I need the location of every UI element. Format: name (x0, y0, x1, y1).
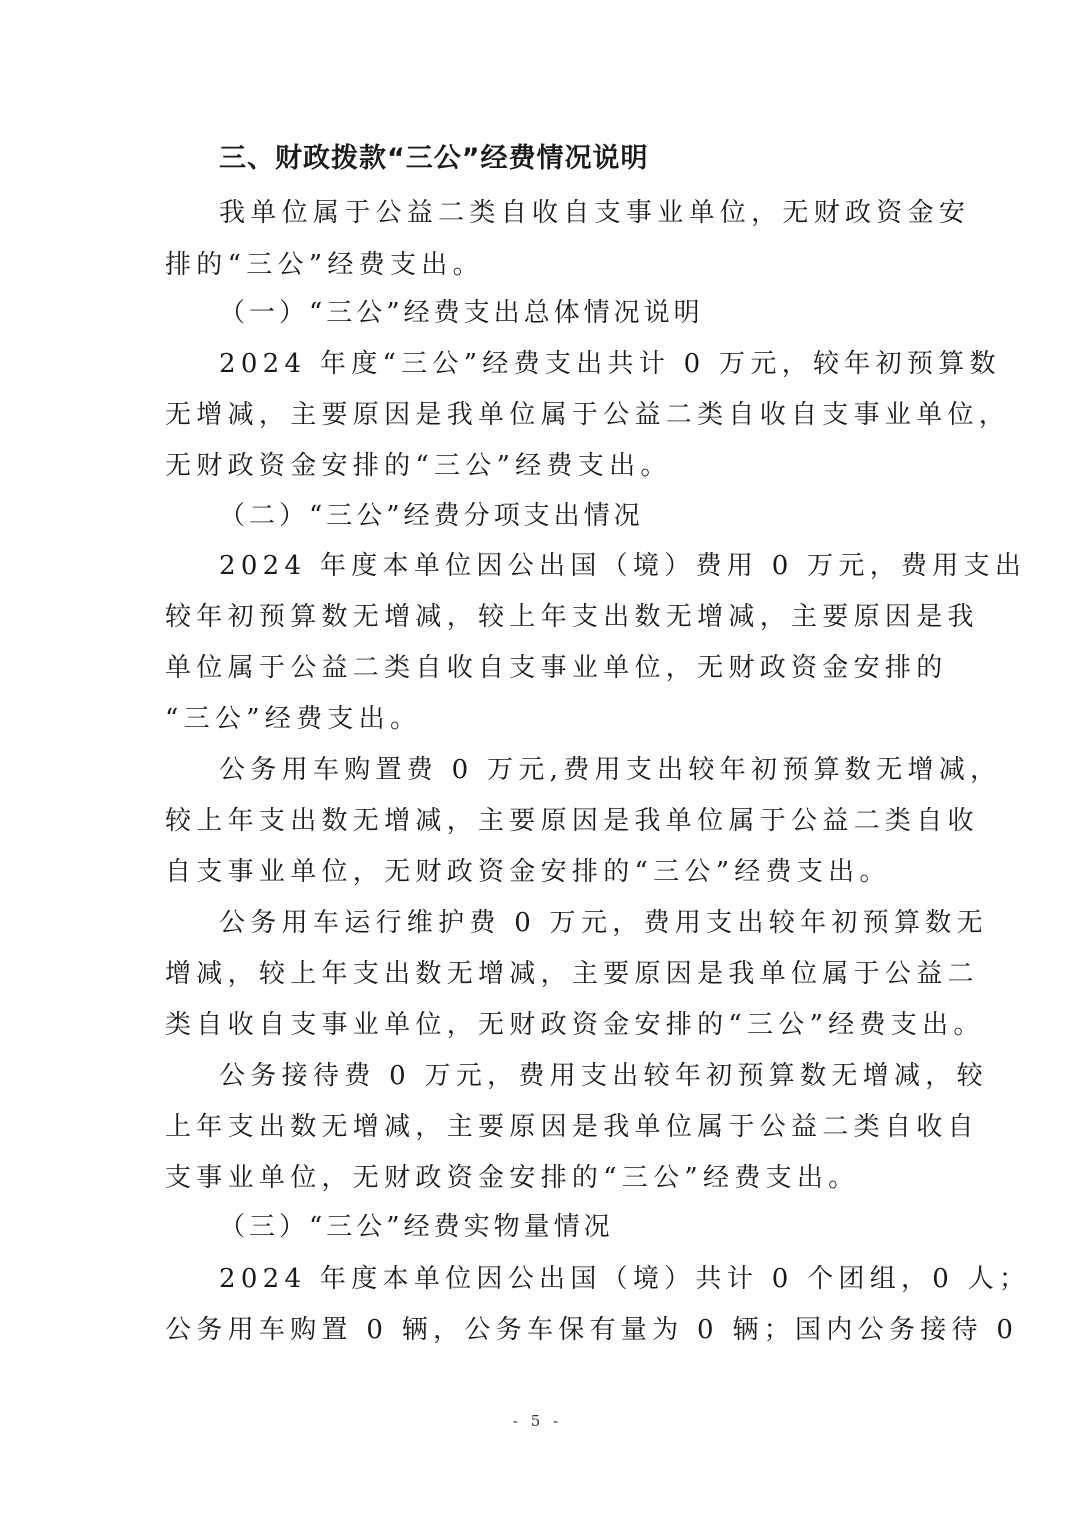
subsection-heading: （三）“三公”经费实物量情况 (219, 1212, 614, 1242)
paragraph-line: 无财政资金安排的“三公”经费支出。 (165, 451, 672, 481)
paragraph-line: 较上年支出数无增减，主要原因是我单位属于公益二类自收 (165, 806, 979, 836)
paragraph-line: 增减，较上年支出数无增减，主要原因是我单位属于公益二 (165, 959, 979, 989)
paragraph-line: 上年支出数无增减，主要原因是我单位属于公益二类自收自 (165, 1112, 979, 1142)
paragraph-line: 2024 年度本单位因公出国（境）费用 0 万元，费用支出 (219, 551, 1027, 581)
paragraph-line: 公务接待费 0 万元，费用支出较年初预算数无增减，较 (219, 1061, 988, 1091)
paragraph-line: “三公”经费支出。 (165, 704, 422, 734)
paragraph-line: 无增减，主要原因是我单位属于公益二类自收自支事业单位， (165, 400, 1011, 430)
subsection-heading: （二）“三公”经费分项支出情况 (219, 501, 644, 531)
paragraph-line: 2024 年度“三公”经费支出共计 0 万元，较年初预算数 (219, 349, 1001, 379)
paragraph-line: 类自收自支事业单位，无财政资金安排的“三公”经费支出。 (165, 1010, 985, 1040)
paragraph-line: 我单位属于公益二类自收自支事业单位，无财政资金安 (219, 198, 971, 228)
page-number: - 5 - (512, 1412, 563, 1430)
paragraph-line: 支事业单位，无财政资金安排的“三公”经费支出。 (165, 1163, 860, 1193)
paragraph-line: 单位属于公益二类自收自支事业单位，无财政资金安排的 (165, 653, 948, 683)
paragraph-line: 排的“三公”经费支出。 (165, 250, 484, 280)
section-heading: 三、财政拨款“三公”经费情况说明 (219, 143, 649, 174)
paragraph-line: 自支事业单位，无财政资金安排的“三公”经费支出。 (165, 857, 891, 887)
paragraph-line: 公务用车运行维护费 0 万元，费用支出较年初预算数无 (219, 908, 988, 938)
paragraph-line: 公务用车购置 0 辆，公务车保有量为 0 辆；国内公务接待 0 (165, 1315, 1019, 1345)
paragraph-line: 较年初预算数无增减，较上年支出数无增减，主要原因是我 (165, 602, 979, 632)
paragraph-line: 公务用车购置费 0 万元,费用支出较年初预算数无增减， (219, 755, 1002, 785)
subsection-heading: （一）“三公”经费支出总体情况说明 (219, 298, 704, 328)
paragraph-line: 2024 年度本单位因公出国（境）共计 0 个团组，0 人； (219, 1264, 1031, 1294)
